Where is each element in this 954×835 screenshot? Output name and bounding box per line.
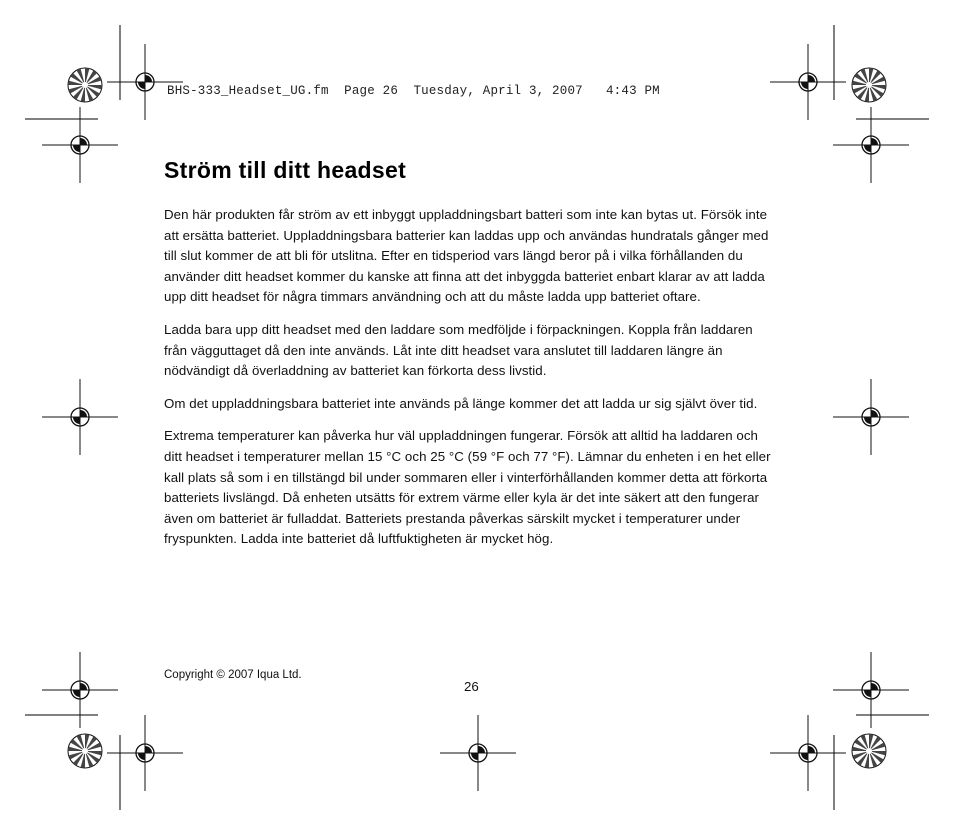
body-text (164, 205, 776, 562)
registration-target-icon (833, 107, 909, 183)
file-info-header: BHS-333_Headset_UG.fm Page 26 Tuesday, April 3, 2007 4:43 PM (167, 84, 660, 98)
registration-target-icon (770, 44, 846, 120)
registration-target-icon (833, 379, 909, 455)
registration-target-icon (833, 652, 909, 728)
registration-target-icon (770, 715, 846, 791)
starburst-calibration-icon (68, 68, 102, 102)
registration-target-icon (42, 107, 118, 183)
starburst-calibration-icon (852, 68, 886, 102)
registration-target-icon (42, 379, 118, 455)
paragraph: Ladda bara upp ditt headset med den laddare som medföljde i förpackningen. Koppla från laddaren från vägguttaget då den inte används. Låt inte ditt headset vara anslutet till laddaren längre än nödvändigt då överladdning av batteriet kan förkorta dess livstid. (164, 321, 753, 379)
paragraph: Om det uppladdningsbara batteriet inte används på länge kommer det att ladda ur sig självt över tid. (164, 395, 758, 411)
paragraph: Extrema temperaturer kan påverka hur väl uppladdningen fungerar. Försök att alltid ha laddaren och ditt headset i temperaturer mellan 15 °C och 25 °C (59 °F och 77 °F). Lämnar du enheten i en het eller kall plats så som i en tillstängd bil under sommaren eller i vinterförhållanden kommer detta att förkorta batteriets livslängd. Då enheten utsätts för extrem värme eller kyla är det inte säkert att den fungerar även om batteriet är fulladdat. Batteriets prestanda påverkas särskilt mycket i temperaturer under fryspunkten. Ladda inte batteriet då luftfuktigheten är mycket hög. (164, 428, 771, 547)
page-title: Ström till ditt headset (164, 157, 407, 183)
registration-target-icon (107, 44, 183, 120)
copyright-notice: Copyright © 2007 Iqua Ltd. (164, 669, 302, 681)
starburst-calibration-icon (68, 734, 102, 768)
registration-target-icon (440, 715, 516, 791)
registration-target-icon (107, 715, 183, 791)
paragraph: Den här produkten får ström av ett inbyggt uppladdningsbart batteri som inte kan bytas ut. Försök inte att ersätta batteriet. Uppladdningsbara batterier kan laddas upp och användas hundratals gånger med till slut kommer de att bli för utslitna. Efter en tidsperiod vars längd beror på i vilka förhållanden du använder ditt headset kommer du kanske att finna att det inbyggda batteriet enbart klarar av att ladda upp ditt headset för några timmars användning och att du måste ladda upp batteriet oftare. (164, 207, 769, 305)
registration-target-icon (42, 652, 118, 728)
page-number: 26 (464, 679, 479, 694)
starburst-calibration-icon (852, 734, 886, 768)
